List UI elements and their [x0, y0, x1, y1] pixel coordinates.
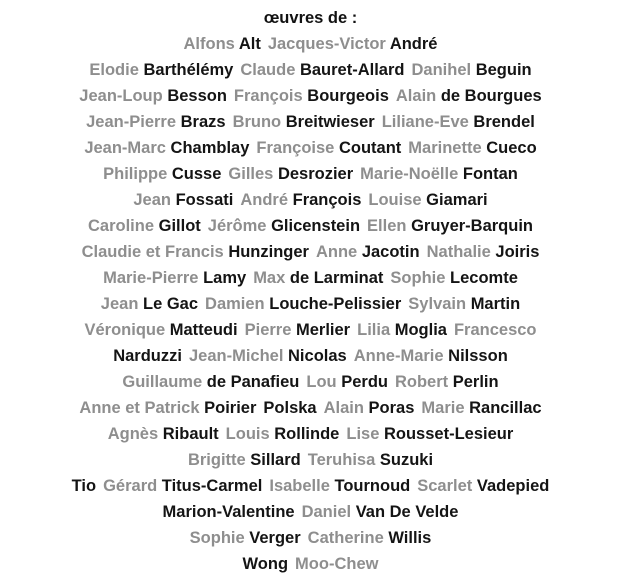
- artist-first-name: Philippe: [103, 165, 168, 183]
- artist-last-name: Tournoud: [334, 477, 411, 495]
- artist-name: [108, 425, 219, 443]
- artist-first-name: André: [240, 191, 289, 209]
- artist-last-name: Rousset-Lesieur: [383, 425, 514, 443]
- artist-last-name: Ribault: [162, 425, 219, 443]
- artist-name: [256, 139, 401, 157]
- artist-name: [79, 87, 227, 105]
- artist-last-name: Vadepied: [476, 477, 550, 495]
- artist-first-name: Teruhisa: [307, 451, 376, 469]
- credit-line: [0, 265, 621, 291]
- artist-first-name: Anne et Patrick: [79, 399, 200, 417]
- artist-last-name: Louche-Pelissier: [269, 295, 402, 313]
- artist-last-name: Fossati: [175, 191, 234, 209]
- artist-first-name: Gilles: [228, 165, 274, 183]
- artist-name: [226, 425, 340, 443]
- artist-last-name: Bauret-Allard: [299, 61, 405, 79]
- artist-first-name: Véronique: [84, 321, 166, 339]
- artist-first-name: Claude: [240, 61, 296, 79]
- artist-first-name: Anne-Marie: [353, 347, 444, 365]
- artist-name: [417, 477, 549, 495]
- artist-name: [240, 191, 361, 209]
- artist-last-name: François: [292, 191, 362, 209]
- artist-name: [390, 269, 517, 287]
- artist-name-list: [0, 31, 621, 577]
- artist-name: [324, 399, 415, 417]
- credit-line: [0, 135, 621, 161]
- artist-first-name: Gérard: [103, 477, 158, 495]
- artist-last-name: Barthélémy: [143, 61, 234, 79]
- artist-name: [113, 347, 182, 365]
- artist-last-name: de Bourgues: [440, 87, 542, 105]
- artist-first-name: Marie-Noëlle: [360, 165, 459, 183]
- artist-name: [163, 503, 295, 521]
- artist-first-name: Moo-Chew: [295, 555, 379, 573]
- artist-last-name: Verger: [249, 529, 301, 547]
- artist-last-name: Jacotin: [361, 243, 420, 261]
- artist-first-name: Marie-Pierre: [103, 269, 199, 287]
- artist-last-name: Joiris: [495, 243, 540, 261]
- artist-last-name: Suzuki: [379, 451, 434, 469]
- artist-first-name: Guillaume: [122, 373, 203, 391]
- artist-last-name: Matteudi: [169, 321, 238, 339]
- artist-last-name: Gillot: [158, 217, 201, 235]
- artist-last-name: Hunzinger: [228, 243, 309, 261]
- artist-last-name: Brazs: [180, 113, 226, 131]
- artist-name: [263, 399, 316, 417]
- artist-last-name: Giamari: [426, 191, 488, 209]
- artist-first-name: Sophie: [390, 269, 446, 287]
- artist-last-name: Brendel: [473, 113, 535, 131]
- artist-name: [360, 165, 518, 183]
- artist-name: [103, 165, 221, 183]
- artist-name: [88, 217, 201, 235]
- artist-last-name: Cusse: [171, 165, 222, 183]
- artist-first-name: Jean: [133, 191, 171, 209]
- artist-last-name: Glicenstein: [271, 217, 361, 235]
- artist-last-name: Lamy: [203, 269, 247, 287]
- artist-name: [357, 321, 447, 339]
- credit-line: [0, 421, 621, 447]
- credit-line: [0, 499, 621, 525]
- artist-last-name: Fontan: [462, 165, 518, 183]
- artist-last-name: André: [389, 35, 438, 53]
- artist-name: [245, 321, 351, 339]
- artist-name: [308, 451, 433, 469]
- artist-name: [233, 113, 375, 131]
- artist-name: [253, 269, 383, 287]
- credit-line: [0, 213, 621, 239]
- artist-name: [240, 61, 404, 79]
- artist-last-name: Polska: [263, 399, 317, 417]
- artist-last-name: Willis: [388, 529, 432, 547]
- artist-name: [412, 61, 532, 79]
- artist-name: [408, 139, 536, 157]
- artist-first-name: Pierre: [244, 321, 292, 339]
- artist-last-name: Desrozier: [277, 165, 354, 183]
- artist-first-name: Louis: [225, 425, 270, 443]
- artist-last-name: Van De Velde: [355, 503, 459, 521]
- artist-name: [122, 373, 299, 391]
- credit-line: [0, 343, 621, 369]
- artist-name: [302, 503, 459, 521]
- artist-first-name: Isabelle: [269, 477, 330, 495]
- artist-name: [103, 269, 246, 287]
- artist-first-name: Nathalie: [426, 243, 491, 261]
- credit-line: [0, 525, 621, 551]
- artist-last-name: Perdu: [341, 373, 388, 391]
- artist-name: [190, 529, 301, 547]
- artist-name: [208, 217, 360, 235]
- artist-first-name: Jean-Loup: [79, 87, 163, 105]
- artist-last-name: Martin: [470, 295, 521, 313]
- artist-first-name: Liliane-Eve: [381, 113, 469, 131]
- artist-first-name: François: [233, 87, 303, 105]
- artist-first-name: Jérôme: [207, 217, 267, 235]
- artist-name: [354, 347, 508, 365]
- artist-last-name: Breitwieser: [285, 113, 375, 131]
- credit-line: [0, 83, 621, 109]
- artist-last-name: Sillard: [250, 451, 301, 469]
- credit-line: [0, 551, 621, 577]
- artist-first-name: Agnès: [107, 425, 159, 443]
- artist-first-name: Daniel: [301, 503, 352, 521]
- artist-first-name: Lilia: [357, 321, 391, 339]
- artist-first-name: Anne: [315, 243, 358, 261]
- credit-line: [0, 57, 621, 83]
- artist-last-name: Alt: [238, 35, 261, 53]
- artist-name: [408, 295, 520, 313]
- artist-last-name: Tio: [71, 477, 97, 495]
- artist-first-name: Max: [253, 269, 286, 287]
- artist-first-name: Françoise: [256, 139, 335, 157]
- artist-last-name: Gruyer-Barquin: [411, 217, 533, 235]
- artist-name: [228, 165, 353, 183]
- credit-line: [0, 239, 621, 265]
- artist-name: [205, 295, 401, 313]
- artist-first-name: Lise: [346, 425, 380, 443]
- credits-heading: œuvres de :: [263, 9, 358, 27]
- artist-last-name: Chamblay: [170, 139, 250, 157]
- artist-name: [427, 243, 540, 261]
- artist-last-name: Narduzzi: [113, 347, 182, 365]
- artist-first-name: Catherine: [307, 529, 384, 547]
- artist-name: [454, 321, 537, 339]
- artist-last-name: Wong: [242, 555, 289, 573]
- artist-name: [79, 399, 256, 417]
- artist-first-name: Sylvain: [408, 295, 467, 313]
- artist-last-name: de Larminat: [289, 269, 384, 287]
- artist-name: [72, 477, 96, 495]
- artist-first-name: Sophie: [189, 529, 245, 547]
- artist-last-name: de Panafieu: [206, 373, 300, 391]
- artist-name: [86, 113, 225, 131]
- artist-name: [234, 87, 389, 105]
- artist-last-name: Lecomte: [450, 269, 518, 287]
- artist-last-name: Bourgeois: [307, 87, 389, 105]
- artist-name: [395, 373, 499, 391]
- artist-last-name: Poirier: [204, 399, 257, 417]
- artist-last-name: Rollinde: [274, 425, 340, 443]
- artist-last-name: Besson: [167, 87, 227, 105]
- artist-name: [421, 399, 541, 417]
- artist-first-name: Elodie: [89, 61, 139, 79]
- artist-last-name: Beguin: [475, 61, 532, 79]
- artist-name: [316, 243, 420, 261]
- artist-first-name: Alfons: [183, 35, 235, 53]
- artist-last-name: Le Gac: [143, 295, 199, 313]
- artist-name: [82, 243, 309, 261]
- artist-name: [188, 451, 301, 469]
- credit-line: [0, 369, 621, 395]
- artist-first-name: Jacques-Victor: [267, 35, 386, 53]
- artist-first-name: Claudie et Francis: [81, 243, 224, 261]
- artist-name: [189, 347, 347, 365]
- credit-line: [0, 109, 621, 135]
- artist-last-name: Coutant: [338, 139, 402, 157]
- artist-first-name: Ellen: [367, 217, 407, 235]
- artist-name: [308, 529, 432, 547]
- artist-name: [306, 373, 388, 391]
- credit-line: [0, 31, 621, 57]
- artist-last-name: Nicolas: [288, 347, 347, 365]
- artist-first-name: Alain: [323, 399, 364, 417]
- artist-first-name: Alain: [395, 87, 437, 105]
- artist-first-name: Louise: [368, 191, 422, 209]
- artist-first-name: Francesco: [453, 321, 537, 339]
- artist-last-name: Moglia: [394, 321, 447, 339]
- artist-name: [103, 477, 262, 495]
- artist-name: [84, 139, 249, 157]
- artist-last-name: Poras: [368, 399, 415, 417]
- artist-name: [368, 191, 487, 209]
- artist-last-name: Marion-Valentine: [162, 503, 295, 521]
- artist-first-name: Scarlet: [417, 477, 473, 495]
- artist-last-name: Cueco: [486, 139, 537, 157]
- artist-name: [382, 113, 535, 131]
- artist-name: [367, 217, 533, 235]
- artist-first-name: Danihel: [411, 61, 472, 79]
- artist-first-name: Robert: [394, 373, 449, 391]
- credit-line: [0, 187, 621, 213]
- credit-line: [0, 317, 621, 343]
- artist-name: [243, 555, 289, 573]
- artist-first-name: Marinette: [408, 139, 482, 157]
- artist-last-name: Nilsson: [448, 347, 508, 365]
- artist-name: [268, 35, 438, 53]
- artist-name: [295, 555, 378, 573]
- artist-name: [269, 477, 410, 495]
- artist-first-name: Jean-Michel: [188, 347, 284, 365]
- artist-first-name: Bruno: [232, 113, 282, 131]
- artist-first-name: Jean-Marc: [84, 139, 166, 157]
- artist-last-name: Perlin: [452, 373, 499, 391]
- artist-first-name: Jean-Pierre: [86, 113, 177, 131]
- artist-first-name: Caroline: [87, 217, 155, 235]
- artist-last-name: Titus-Carmel: [161, 477, 263, 495]
- credit-line: [0, 161, 621, 187]
- artist-name: [89, 61, 233, 79]
- artist-first-name: Damien: [205, 295, 265, 313]
- artist-last-name: Merlier: [296, 321, 351, 339]
- artist-first-name: Marie: [421, 399, 465, 417]
- artist-first-name: Jean: [100, 295, 139, 313]
- artist-name: [133, 191, 233, 209]
- artist-last-name: Rancillac: [469, 399, 542, 417]
- credit-line: [0, 291, 621, 317]
- artist-name: [101, 295, 198, 313]
- artist-first-name: Brigitte: [187, 451, 246, 469]
- artist-name: [396, 87, 542, 105]
- credit-line: [0, 473, 621, 499]
- artist-name: [346, 425, 513, 443]
- credit-line: [0, 395, 621, 421]
- artist-name: [84, 321, 237, 339]
- artist-name: [184, 35, 261, 53]
- credit-line: [0, 447, 621, 473]
- artist-first-name: Lou: [306, 373, 337, 391]
